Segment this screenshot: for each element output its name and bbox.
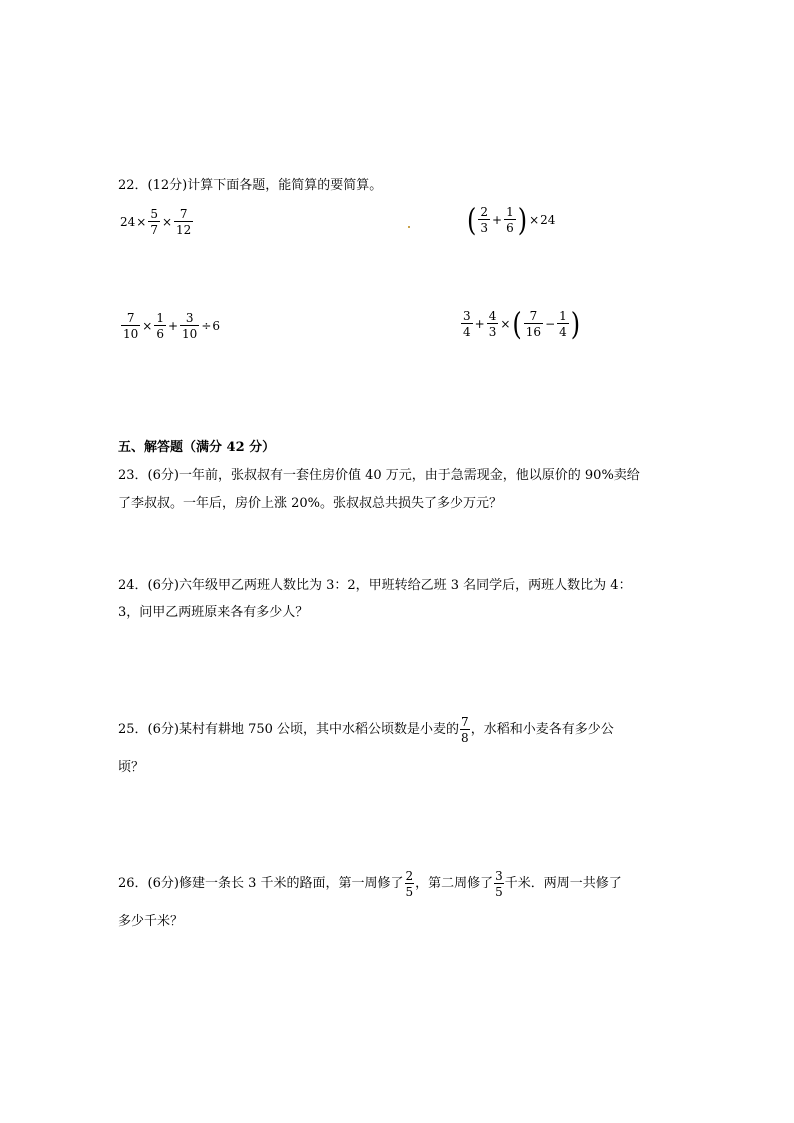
fraction: $\frac{2}{3}$ [480, 205, 489, 235]
question-26-text-after: 千米．两周一共修了 [504, 876, 622, 891]
fraction: $\frac{7}{8}$ [461, 714, 469, 745]
right-paren: ) [517, 201, 528, 239]
times-sign: × [142, 319, 153, 333]
question-22-label: 22．(12分)计算下面各题，能简算的要简算。 [118, 178, 383, 193]
fraction: $\frac{3}{5}$ [495, 868, 503, 899]
question-24-line-1: 24．(6分)六年级甲乙两班人数比为 3：2，甲班转给乙班 3 名同学后，两班人数比为 4： [118, 578, 632, 593]
question-25-line-1 [118, 714, 614, 746]
question-25-line-2: 顷？ [118, 760, 145, 775]
question-25-text-after: ，水稻和小麦各有多少公 [470, 722, 614, 737]
fraction: $\frac{3}{10}$ [182, 311, 198, 341]
fraction: $\frac{4}{3}$ [488, 309, 497, 339]
question-26-text-mid: ，第二周修了 [415, 876, 494, 891]
times-sign: × [136, 215, 147, 229]
fraction: $\frac{1}{6}$ [156, 311, 164, 341]
plus-sign: + [474, 317, 485, 331]
fraction: $\frac{7}{12}$ [176, 207, 192, 237]
stray-mark [408, 226, 410, 228]
fraction: $\frac{3}{4}$ [463, 309, 471, 339]
question-26-text: 26．(6分)修建一条长 3 千米的路面，第一周修了 [118, 876, 404, 891]
fraction: $\frac{1}{4}$ [559, 309, 567, 339]
expression-2 [466, 201, 556, 239]
question-25-text: 25．(6分)某村有耕地 750 公顷，其中水稻公顷数是小麦的 [118, 722, 460, 737]
number: 6 [212, 319, 221, 333]
question-23-line-2: 了李叔叔。一年后，房价上涨 20%。张叔叔总共损失了多少万元？ [118, 496, 503, 511]
fraction: $\frac{5}{7}$ [150, 207, 158, 237]
plus-sign: + [492, 213, 503, 227]
times-sign: × [161, 215, 173, 229]
expression-4 [460, 305, 581, 343]
fraction: $\frac{2}{5}$ [405, 868, 414, 899]
minus-sign: − [545, 317, 556, 331]
fraction: $\frac{7}{16}$ [525, 309, 542, 339]
number: 24 [540, 213, 556, 227]
times-sign: × [500, 317, 511, 331]
right-paren: ) [570, 305, 581, 343]
divide-sign: ÷ [201, 319, 212, 333]
question-26-line-1 [118, 868, 622, 900]
question-24-line-2: 3，问甲乙两班原来各有多少人？ [118, 605, 309, 620]
expression-3 [120, 312, 220, 340]
left-paren: ( [512, 305, 522, 343]
expression-1 [120, 208, 194, 236]
number: 24 [120, 215, 136, 229]
fraction: $\frac{1}{6}$ [506, 205, 514, 235]
section-title: 五、解答题（满分 42 分） [118, 440, 276, 455]
question-26-line-2: 多少千米？ [118, 914, 184, 929]
left-paren: ( [467, 201, 477, 239]
plus-sign: + [167, 319, 179, 333]
times-sign: × [529, 213, 540, 227]
question-23-line-1: 23．(6分)一年前，张叔叔有一套住房价值 40 万元，由于急需现金，他以原价的 90%卖给 [118, 468, 640, 483]
fraction: $\frac{7}{10}$ [123, 311, 139, 341]
